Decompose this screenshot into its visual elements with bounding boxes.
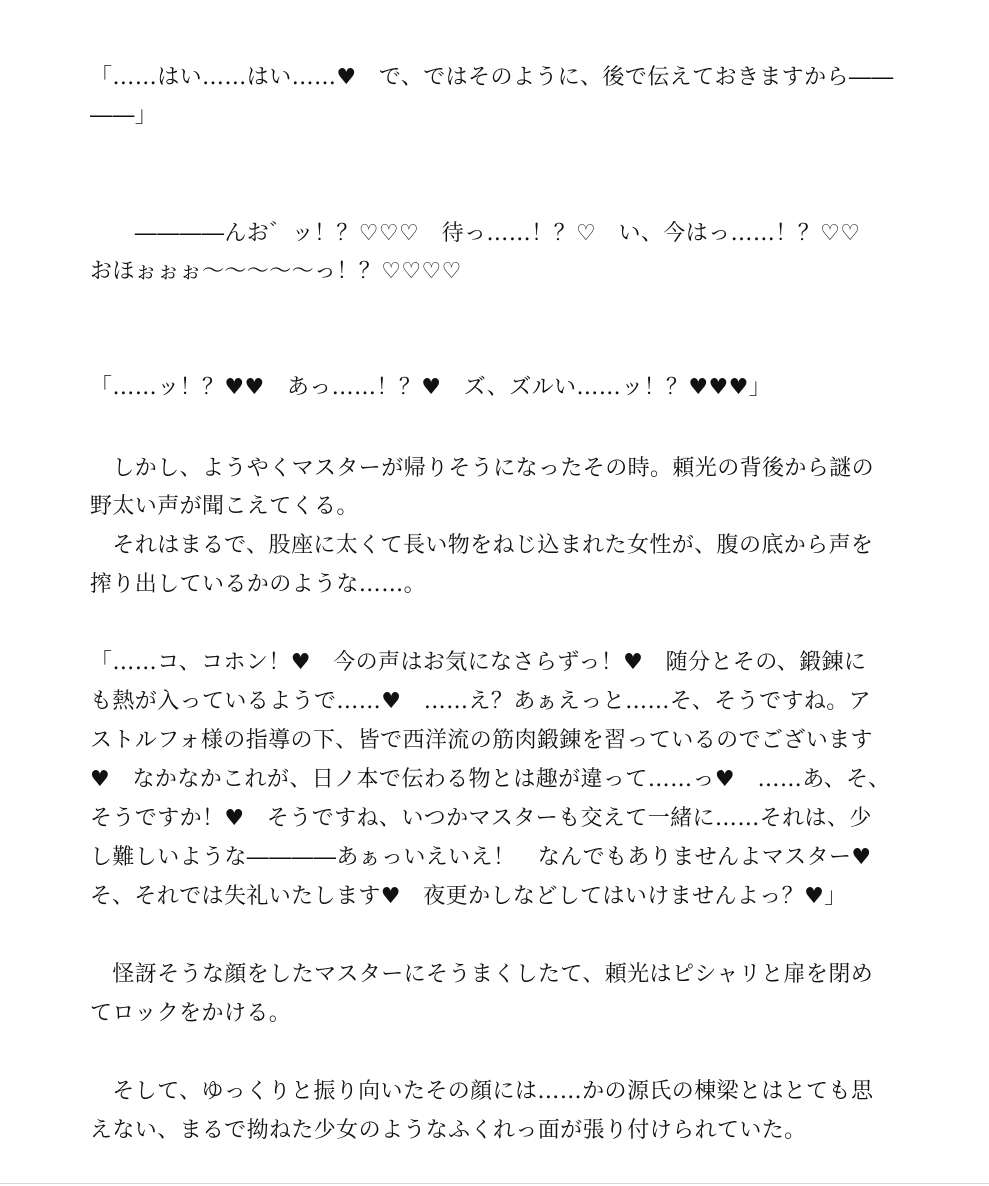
text-line-6: しかし、ようやくマスターが帰りそうになったその時。頼光の背後から謎の: [90, 456, 875, 481]
text-line-13: ♥ なかなかこれが、日ノ本で伝わる物とは趣が違って……っ♥ ……あ、そ、: [90, 767, 891, 792]
text-line-4: おほぉぉぉ～～～～～っ！？♡♡♡♡: [90, 259, 462, 284]
text-line-12: ストルフォ様の指導の下、皆で西洋流の筋肉鍛錬を習っているのでございます: [90, 728, 873, 753]
text-line-15: し難しいような――――あぁっいえいえ！ なんでもありませんよマスター♥: [90, 845, 872, 870]
text-line-2: ――」: [90, 103, 158, 128]
text-line-9: 搾り出しているかのような……。: [90, 572, 427, 597]
text-line-8: それはまるで、股座に太くて長い物をねじ込まれた女性が、腹の底から声を: [90, 533, 874, 558]
text-line-1: 「……はい……はい……♥ で、ではそのように、後で伝えておきますから――: [90, 65, 894, 90]
text-line-18: てロックをかける。: [90, 1001, 292, 1026]
text-line-11: も熱が入っているようで……♥ ……え？あぁえっと……そ、そうですね。ア: [90, 689, 872, 714]
text-line-17: 怪訝そうな顔をしたマスターにそうまくしたて、頼光はピシャリと扉を閉め: [90, 962, 874, 987]
text-line-14: そうですか！♥ そうですね、いつかマスターも交えて一緒に……それは、少: [90, 806, 872, 831]
page-bottom-divider: [0, 1183, 989, 1184]
text-line-16: そ、それでは失礼いたします♥ 夜更かしなどしてはいけませんよっ？♥」: [90, 884, 847, 909]
text-line-19: そして、ゆっくりと振り向いたその顔には……かの源氏の棟梁とはとても思: [90, 1079, 874, 1104]
text-line-10: 「……コ、コホン！♥ 今の声はお気になさらずっ！♥ 随分とその、鍛錬に: [90, 650, 867, 675]
text-line-3: ――――んお゛ッ！？♡♡♡ 待っ……！？♡ い、今はっ……！？♡♡: [90, 221, 861, 246]
text-line-7: 野太い声が聞こえてくる。: [90, 494, 359, 519]
text-line-5: 「……ッ！？♥♥ あっ……！？♥ ズ、ズルい……ッ！？♥♥♥」: [90, 375, 772, 400]
text-line-20: えない、まるで拗ねた少女のようなふくれっ面が張り付けられていた。: [90, 1118, 807, 1143]
